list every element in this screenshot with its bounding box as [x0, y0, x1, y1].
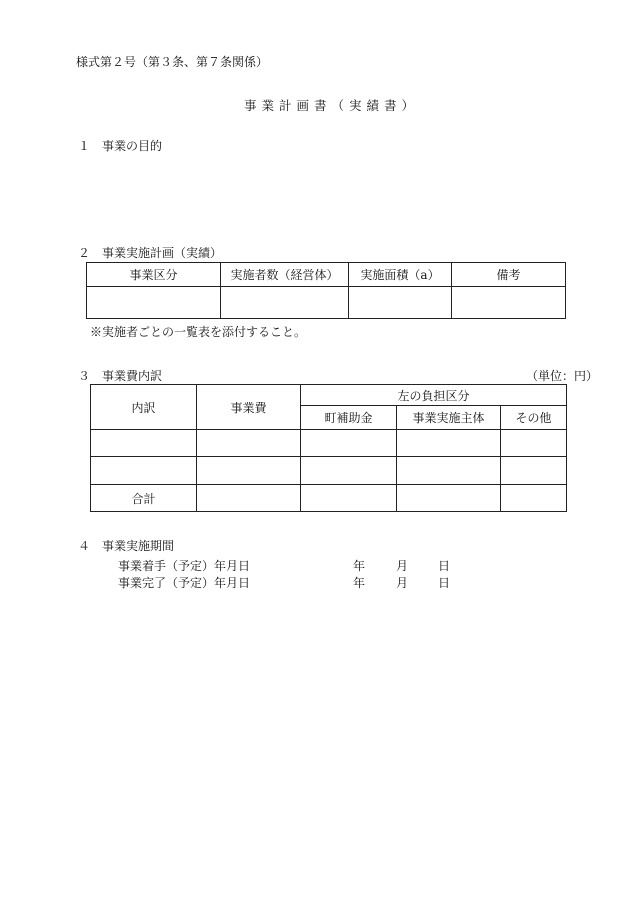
table-cell	[452, 287, 566, 319]
cost-table	[90, 384, 567, 512]
header-participants: 実施者数（経営体）	[221, 263, 349, 287]
table-cell	[397, 485, 501, 512]
table-cell	[301, 457, 397, 485]
header-remarks: 備考	[452, 263, 566, 287]
section4-heading: ４ 事業実施期間	[78, 539, 175, 553]
table-cell	[221, 287, 349, 319]
unit-label: （単位：円）	[526, 369, 599, 383]
start-day: 日	[438, 559, 451, 573]
header-cost-sharing: 左の負担区分	[301, 385, 567, 406]
table-cell	[301, 430, 397, 457]
end-month: 月	[396, 576, 409, 590]
section1-heading: １ 事業の目的	[78, 139, 163, 153]
table-cell	[87, 287, 221, 319]
section2-heading: ２ 事業実施計画（実績）	[78, 246, 223, 260]
table-cell	[501, 457, 567, 485]
table-cell	[197, 430, 301, 457]
table-cell	[397, 457, 501, 485]
header-area: 実施面積（a）	[349, 263, 452, 287]
table-cell	[501, 485, 567, 512]
start-month: 月	[396, 559, 409, 573]
section3-heading: ３ 事業費内訳	[78, 369, 163, 383]
end-date-label: 事業完了（予定）年月日	[118, 576, 251, 590]
form-number: 様式第２号（第３条、第７条関係）	[76, 55, 269, 69]
header-breakdown: 内訳	[91, 385, 197, 430]
end-day: 日	[438, 576, 451, 590]
plan-table	[86, 262, 566, 319]
total-label: 合計	[91, 485, 197, 512]
table-cell	[349, 287, 452, 319]
table-cell	[501, 430, 567, 457]
table-cell	[397, 430, 501, 457]
table-cell	[301, 485, 397, 512]
table-cell	[91, 430, 197, 457]
header-project-cost: 事業費	[197, 385, 301, 430]
header-project-category: 事業区分	[87, 263, 221, 287]
header-implementing-body: 事業実施主体	[397, 406, 501, 430]
header-other: その他	[501, 406, 567, 430]
end-year: 年	[353, 576, 366, 590]
attachment-note: ※実施者ごとの一覧表を添付すること。	[90, 325, 307, 339]
header-town-subsidy: 町補助金	[301, 406, 397, 430]
document-title: 事業計画書（実績書）	[244, 98, 420, 113]
table-cell	[91, 457, 197, 485]
table-cell	[197, 457, 301, 485]
start-year: 年	[353, 559, 366, 573]
start-date-label: 事業着手（予定）年月日	[118, 559, 251, 573]
table-cell	[197, 485, 301, 512]
